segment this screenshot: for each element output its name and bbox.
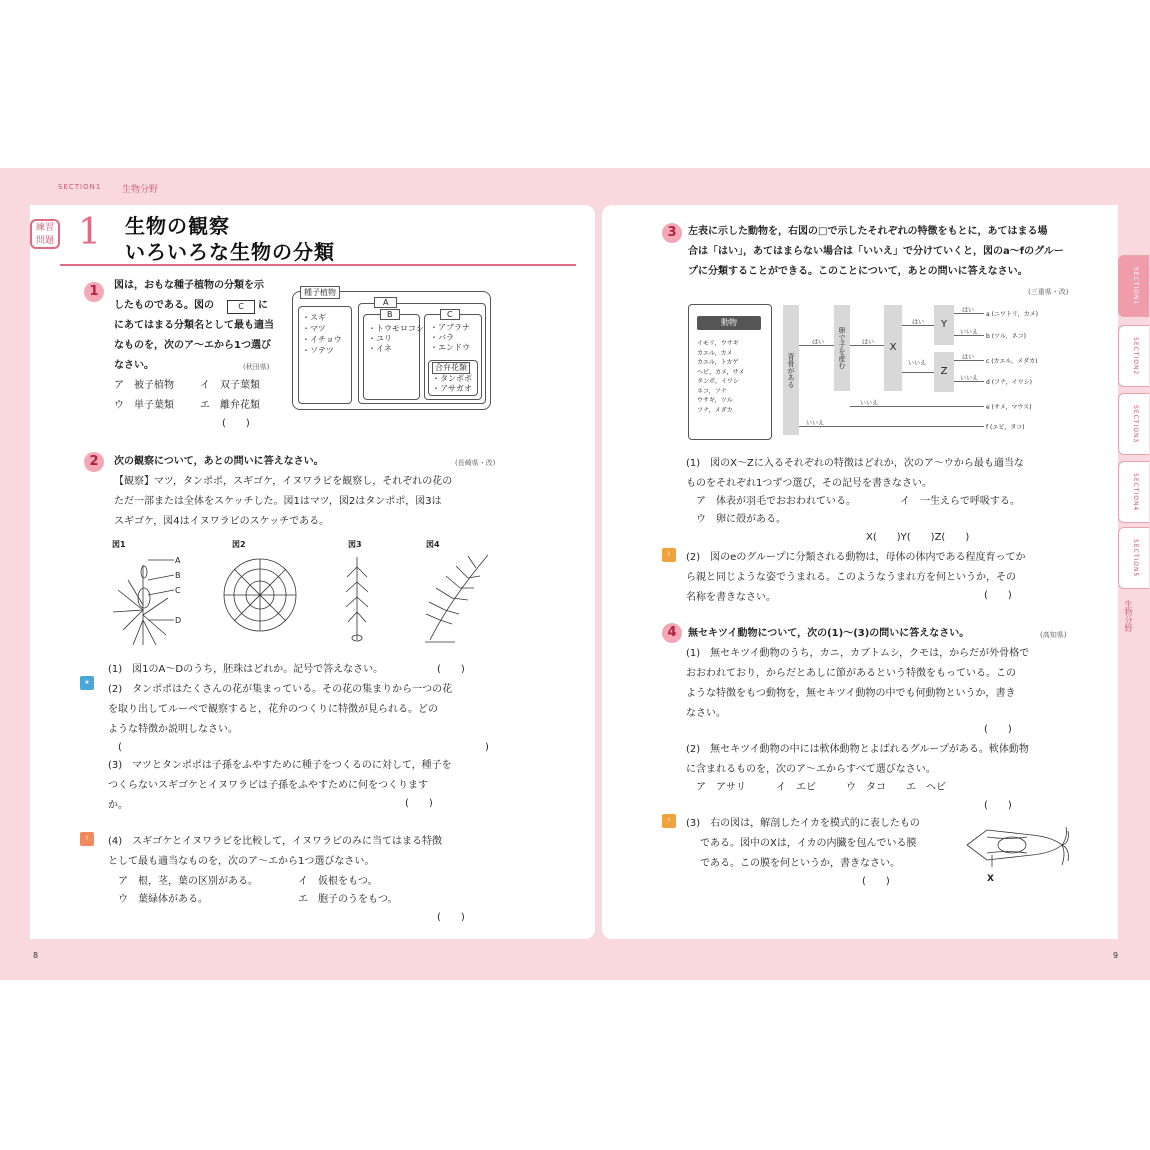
q4-sub1-line1: (1) 無セキツイ動物のうち，カニ，カブトムシ，クモは，からだが外骨格で — [686, 648, 1030, 659]
animal-row-5: タンポ，イワシ — [697, 378, 740, 385]
moss-sketch — [342, 552, 372, 644]
question-number-1: 1 — [84, 282, 104, 302]
chapter-number: 1 — [78, 212, 101, 253]
question-number-2: 2 — [84, 452, 104, 472]
q2-sub2-answer-right: ) — [485, 742, 489, 753]
q2-observation-3: スギゴケ，図4はイヌワラビのスケッチである。 — [114, 516, 330, 527]
diagram-left-item-2: ・マツ — [302, 324, 326, 333]
q4-sub2-line2: に含まれるものを，次のア〜エからすべて選びなさい。 — [686, 764, 936, 775]
diagram-mid-item-2: ・ユリ — [368, 334, 392, 343]
question-number-4: 4 — [662, 623, 682, 643]
flow-step-z: Z — [934, 352, 954, 392]
fern-sketch — [420, 550, 492, 646]
fig1-label-b: B — [175, 571, 181, 580]
no-label-5: いいえ — [806, 420, 825, 427]
q1-line-5: なさい。 — [114, 360, 154, 371]
caution-icon: ! — [80, 832, 94, 846]
q1-option-u: ウ 単子葉類 — [114, 400, 174, 411]
caution-icon-3: ! — [662, 814, 676, 828]
q3-sub2-line3: 名称を書きなさい。 — [686, 592, 776, 603]
q2-sub2-line3: ような特徴か説明しなさい。 — [108, 724, 238, 735]
q1-line-2-end: に — [258, 300, 268, 311]
animal-list — [697, 339, 744, 415]
q4-sub2-option-a: ア アサリ — [696, 782, 746, 793]
side-section-label: 生物分野 — [1124, 600, 1133, 632]
no-label-3: いいえ — [960, 375, 979, 382]
no-label-4: いいえ — [860, 400, 879, 407]
q2-sub3-line1: (3) マツとタンポポは子孫をふやすために種子をつくるのに対して，種子を — [108, 760, 452, 771]
q4-sub1-line4: なさい。 — [686, 708, 726, 719]
q3-sub1-option-u: ウ 卵に殻がある。 — [696, 514, 786, 525]
tab-section-5[interactable]: SECTION5 — [1118, 527, 1149, 589]
q2-observation-1: 【観察】マツ，タンポポ，スギゴケ，イヌワラビを観察し，それぞれの花の — [114, 476, 453, 487]
q4-sub2-option-e: エ ヘビ — [906, 782, 946, 793]
diagram-d-item-2: ・アサガオ — [432, 384, 472, 393]
question-number-3: 3 — [662, 223, 682, 243]
q3-sub2-line1: (2) 図のeのグループに分類される動物は，母体の体内である程度育ってか — [686, 552, 1026, 563]
title-rule — [60, 264, 576, 266]
q1-option-i: イ 双子葉類 — [200, 380, 260, 391]
animal-row-7: ウサギ，ツル — [697, 397, 733, 404]
animal-row-8: フナ，メダカ — [697, 406, 733, 414]
no-label-1: いいえ — [908, 360, 927, 367]
diagram-left-item-3: ・イチョウ — [302, 335, 342, 344]
yes-label-4: はい — [962, 307, 975, 314]
chapter-title-line1: 生物の観察 — [125, 214, 230, 238]
yes-label-1: はい — [812, 339, 825, 346]
q3-sub1-option-i: イ 一生えらで呼吸する。 — [900, 496, 1020, 507]
hint-icon: ★ — [80, 676, 94, 690]
q1-blank-c: C — [227, 300, 255, 314]
diagram-a-label: A — [374, 297, 397, 308]
diagram-c-item-1: ・アブラナ — [430, 323, 470, 332]
diagram-d-items — [432, 362, 472, 394]
q4-sub3-line1: (3) 右の図は，解剖したイカを模式的に表したもの — [686, 818, 920, 829]
q4-sub3-line2: である。図中のXは，イカの内臓を包んでいる膜 — [700, 838, 917, 849]
fig1-label-c: C — [175, 586, 181, 595]
chapter-title-line2: いろいろな生物の分類 — [125, 240, 335, 264]
q1-line-2: したものである。図の — [114, 300, 214, 311]
q3-sub2-line2: ら親と同じような姿でうまれる。このようなうまれ方を何というか，その — [686, 572, 1016, 583]
caution-icon-2: ! — [662, 548, 676, 562]
figure-2-label: 図2 — [232, 540, 246, 549]
diagram-c-item-3: ・エンドウ — [430, 343, 470, 352]
squid-x-label: X — [987, 874, 994, 884]
q2-sub4-line1: (4) スギゴケとイヌワラビを比較して，イヌワラビのみに当てはまる特徴 — [108, 836, 442, 847]
yes-label-2: はい — [862, 339, 875, 346]
result-b: b (ツル，ネコ) — [986, 333, 1026, 340]
practice-badge: 練習問題 — [30, 219, 60, 249]
q2-sub3-line3: か。 — [108, 800, 128, 811]
diagram-c-item-2: ・バラ — [430, 333, 454, 342]
animal-row-1: イモリ，ウサギ — [697, 340, 739, 347]
q1-line-4: なものを，次のア〜エから1つ選び — [114, 340, 271, 351]
diagram-c-label: C — [440, 309, 460, 320]
q4-sub3-line3: である。この膜を何というか，書きなさい。 — [700, 858, 900, 869]
tab-section-3[interactable]: SECTION3 — [1118, 393, 1149, 455]
q3-sub2-answer[interactable]: ( ) — [984, 590, 1012, 601]
q1-option-e: エ 離弁花類 — [200, 400, 260, 411]
q3-sub1-line1: (1) 図のX〜Zに入るそれぞれの特徴はどれか，次のア〜ウから最も適当な — [686, 458, 1024, 469]
tab-section-4[interactable]: SECTION4 — [1118, 461, 1149, 523]
q4-sub2-option-u: ウ タコ — [846, 782, 886, 793]
result-a: a (ニワトリ，カメ) — [986, 311, 1038, 318]
q3-source: (三重県・改) — [1028, 288, 1069, 296]
page-number-right: 9 — [1113, 951, 1119, 960]
figure-1-label: 図1 — [112, 540, 126, 549]
yes-label-3: はい — [912, 319, 925, 326]
q4-source: (高知県) — [1040, 631, 1067, 639]
page-number-left: 8 — [33, 951, 39, 960]
animal-row-2: カエル，カメ — [697, 349, 733, 357]
section-title: 生物分野 — [122, 185, 159, 195]
q1-answer-box[interactable]: ( ) — [222, 418, 250, 429]
section-tag: SECTION1 — [58, 183, 102, 191]
flow-arrow-4 — [902, 372, 934, 373]
squid-sketch — [962, 815, 1072, 875]
diagram-c-items — [430, 323, 470, 353]
tab-section-2[interactable]: SECTION2 — [1118, 325, 1149, 387]
animal-row-6: ネコ，フナ — [697, 387, 727, 395]
flow-step-y: Y — [934, 305, 954, 345]
q4-sub1-line3: ような特徴をもつ動物を，無セキツイ動物の中でも何動物というか，書き — [686, 688, 1016, 699]
q2-sub2-line2: を取り出してルーペで観察すると，花弁のつくりに特徴が見られる。どの — [108, 704, 438, 715]
q2-sub1: (1) 図1のA〜Dのうち，胚珠はどれか。記号で答えなさい。 — [108, 664, 384, 675]
figure-4-label: 図4 — [426, 540, 440, 549]
figure-3-label: 図3 — [348, 540, 362, 549]
q1-option-a: ア 被子植物 — [114, 380, 174, 391]
q4-sub3-answer[interactable]: ( ) — [862, 876, 890, 887]
q2-sub4-option-u: ウ 葉緑体がある。 — [118, 894, 208, 905]
animal-row-4: ヘビ，カメ，サメ — [697, 368, 745, 376]
dandelion-sketch — [220, 555, 300, 635]
diagram-left-item-4: ・ソテツ — [302, 346, 334, 355]
pine-sketch — [108, 550, 188, 650]
q1-line-3: にあてはまる分類名として最も適当 — [114, 320, 274, 331]
q2-lead: 次の観察について，あとの問いに答えなさい。 — [114, 456, 324, 467]
q2-observation-2: ただ一部または全体をスケッチした。図1はマツ，図2はタンポポ，図3は — [114, 496, 442, 507]
q2-sub4-answer[interactable]: ( ) — [437, 912, 465, 923]
q3-line-2: 合は「はい」，あてはまらない場合は「いいえ」で分けていくと，図のa〜fのグルー — [688, 246, 1064, 257]
animal-table-header: 動物 — [697, 316, 761, 330]
diagram-root-label: 種子植物 — [300, 286, 340, 299]
q4-sub1-line2: おおわれており，からだとあしに節があるという特徴をもっている。この — [686, 668, 1016, 679]
q4-sub2-line1: (2) 無セキツイ動物の中には軟体動物とよばれるグループがある。軟体動物 — [686, 744, 1029, 755]
q4-sub1-answer[interactable]: ( ) — [984, 724, 1012, 735]
q2-sub1-answer[interactable]: ( ) — [437, 664, 465, 675]
q2-sub3-line2: つくらないスギゴケとイヌワラビは子孫をふやすために何をつくります — [108, 780, 428, 791]
flow-step-x: X — [884, 305, 902, 391]
q3-sub1-line2: ものをそれぞれ1つずつ選び，その記号を書きなさい。 — [686, 478, 932, 489]
flow-step-backbone: 背骨がある — [783, 305, 799, 435]
q4-sub2-answer[interactable]: ( ) — [984, 800, 1012, 811]
flow-step-eggs: 卵で子を産む — [834, 305, 850, 391]
q2-sub3-answer[interactable]: ( ) — [405, 798, 433, 809]
flow-arrow-f — [799, 426, 984, 427]
diagram-left-item-1: ・スギ — [302, 313, 326, 322]
diagram-mid-item-1: ・トウモロコシ — [368, 324, 424, 333]
q2-sub2-line1: (2) タンポポはたくさんの花が集まっている。その花の集まりから一つの花 — [108, 684, 453, 695]
result-f: f (エビ，タコ) — [986, 424, 1025, 431]
no-label-2: いいえ — [960, 329, 979, 336]
q2-sub4-line2: として最も適当なものを，次のア〜エから1つ選びなさい。 — [108, 856, 375, 867]
animal-row-3: カエル，トカゲ — [697, 359, 739, 366]
result-c: c (カエル，メダカ) — [986, 358, 1038, 365]
q1-line-1: 図は，おもな種子植物の分類を示 — [114, 280, 264, 291]
diagram-b-label: B — [380, 309, 400, 320]
q3-sub1-option-a: ア 体表が羽毛でおおわれている。 — [696, 496, 856, 507]
q3-sub1-answer[interactable]: X( )Y( )Z( ) — [866, 532, 970, 543]
q4-sub2-option-i: イ エビ — [776, 782, 816, 793]
diagram-left-items — [302, 312, 342, 356]
diagram-mid-item-3: ・イネ — [368, 344, 392, 353]
diagram-mid-items — [368, 324, 424, 354]
q3-line-3: プに分類することができる。このことについて，あとの問いに答えなさい。 — [688, 266, 1028, 277]
q2-sub2-answer-left[interactable]: ( — [118, 742, 122, 753]
fig1-label-a: A — [175, 556, 181, 565]
q4-lead: 無セキツイ動物について，次の(1)〜(3)の問いに答えなさい。 — [688, 628, 970, 639]
q1-source: (秋田県) — [243, 363, 270, 371]
result-e: e (サメ，マウス) — [986, 404, 1032, 411]
q3-line-1: 左表に示した動物を，右図の□で示したそれぞれの特徴をもとに，あてはまる場 — [688, 226, 1048, 237]
tab-section-1[interactable]: SECTION1 — [1118, 255, 1149, 317]
result-d: d (フナ，イワシ) — [986, 379, 1032, 386]
q2-sub4-option-i: イ 仮根をもつ。 — [298, 876, 378, 887]
fig1-label-d: D — [175, 616, 182, 625]
q2-sub4-option-a: ア 根，茎，葉の区別がある。 — [118, 876, 258, 887]
diagram-d-item-1: ・タンポポ — [432, 374, 472, 383]
diagram-d-label: 合弁花類 — [432, 362, 470, 374]
q2-sub4-option-e: エ 胞子のうをもつ。 — [298, 894, 398, 905]
q2-source: (長崎県・改) — [455, 459, 496, 467]
yes-label-5: はい — [962, 354, 975, 361]
